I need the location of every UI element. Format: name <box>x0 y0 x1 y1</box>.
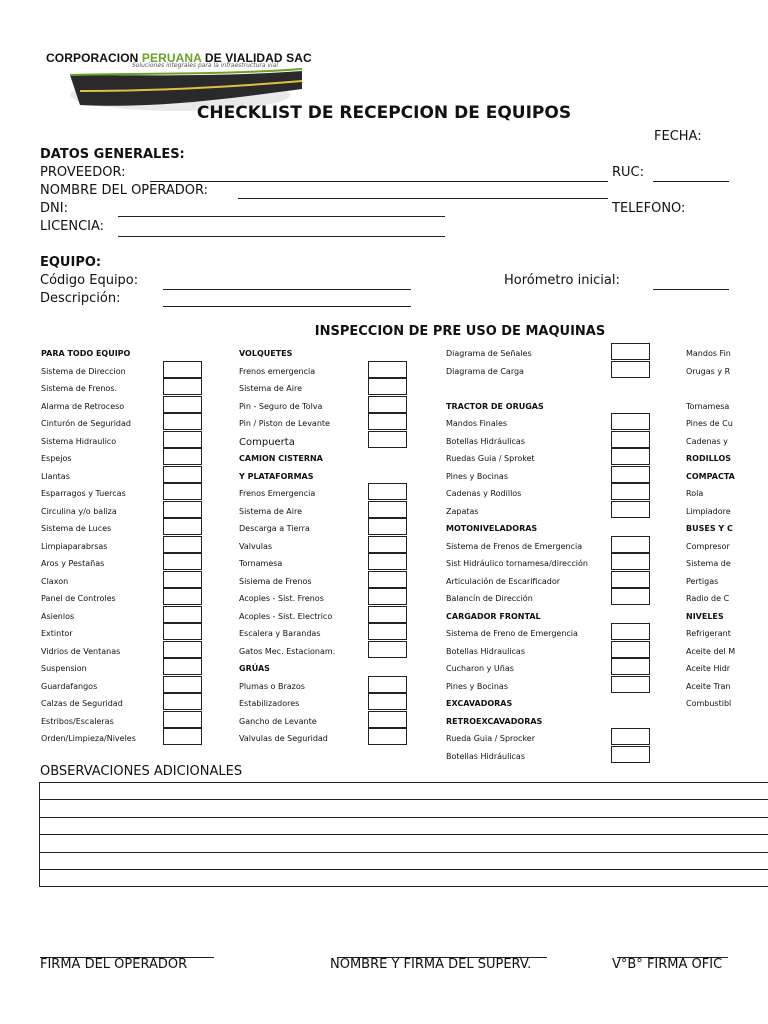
inspection-checkbox[interactable] <box>163 588 202 605</box>
observaciones-line[interactable] <box>40 834 768 835</box>
company-name: CORPORACION PERUANA DE VIALIDAD SAC <box>46 51 312 65</box>
inspection-checkbox[interactable] <box>368 431 407 448</box>
inspection-item-label: Vidrios de Ventanas <box>41 646 121 656</box>
inspection-checkbox[interactable] <box>368 361 407 378</box>
observaciones-line[interactable] <box>40 852 768 853</box>
inspection-item-label: VOLQUETES <box>239 349 293 358</box>
firma-supervisor-label: NOMBRE Y FIRMA DEL SUPERV. <box>330 957 532 972</box>
inspection-item-label: Pines y Bocinas <box>446 681 508 691</box>
dni-label: DNI: <box>40 201 68 216</box>
inspection-item-label: RETROEXCAVADORAS <box>446 716 543 726</box>
inspection-item-label: Descarga a Tierra <box>239 524 310 533</box>
inspection-item-label: Aros y Pestañas <box>41 559 105 568</box>
inspection-checkbox[interactable] <box>368 378 407 395</box>
inspection-checkbox[interactable] <box>368 728 407 745</box>
inspection-item-label: MOTONIVELADORAS <box>446 524 538 533</box>
codigo-equipo-label: Código Equipo: <box>40 273 139 288</box>
inspection-checkbox[interactable] <box>611 361 650 378</box>
inspection-checkbox[interactable] <box>368 518 407 535</box>
licencia-label: LICENCIA: <box>40 219 105 234</box>
inspection-checkbox[interactable] <box>163 361 202 378</box>
inspection-item-label: Frenos emergencia <box>239 366 316 376</box>
inspection-item-label: Guardafangos <box>41 681 98 691</box>
inspection-item-label: Pin - Seguro de Tolva <box>239 401 323 411</box>
inspection-item-label: CAMION CISTERNA <box>239 454 323 463</box>
inspection-checkbox[interactable] <box>611 676 650 693</box>
horometro-field[interactable] <box>653 289 729 290</box>
inspection-item-label: GRÚAS <box>239 664 270 673</box>
inspection-checkbox[interactable] <box>611 343 650 360</box>
page-title: CHECKLIST DE RECEPCION DE EQUIPOS <box>196 103 572 123</box>
inspection-checkbox[interactable] <box>163 641 202 658</box>
inspection-item-label: Sist Hidráulico tornamesa/dirección <box>446 559 588 568</box>
inspection-checkbox[interactable] <box>163 658 202 675</box>
inspection-checkbox[interactable] <box>368 623 407 640</box>
inspection-checkbox[interactable] <box>368 676 407 693</box>
inspection-checkbox[interactable] <box>368 396 407 413</box>
equipo-heading: EQUIPO: <box>40 255 102 270</box>
inspection-item-label: RODILLOS <box>686 454 732 463</box>
horometro-label: Horómetro inicial: <box>504 273 620 288</box>
inspection-item-label: Sistema de Direccion <box>41 366 126 376</box>
company-tagline: Soluciones integrales para la infraestructura vial <box>132 62 278 69</box>
inspection-checkbox[interactable] <box>368 571 407 588</box>
inspection-checkbox[interactable] <box>163 676 202 693</box>
inspection-item-label: COMPACTA <box>686 471 735 481</box>
inspection-item-label: Gancho de Levante <box>239 716 317 726</box>
inspection-item-label: Sistema de Frenos. <box>41 384 118 393</box>
inspection-item-label: Radio de C <box>686 594 730 603</box>
inspection-item-label: Sistema de Luces <box>41 524 112 533</box>
inspection-checkbox[interactable] <box>163 431 202 448</box>
inspection-item-label: Ruedas Guia / Sproket <box>446 454 535 463</box>
inspection-checkbox[interactable] <box>368 536 407 553</box>
inspection-item-label: Tornamesa <box>239 559 283 568</box>
inspection-checkbox[interactable] <box>163 711 202 728</box>
inspection-item-label: Cadenas y <box>686 436 728 446</box>
inspection-item-label: Cucharon y Uñas <box>446 664 514 673</box>
codigo-equipo-field[interactable] <box>163 289 411 290</box>
proveedor-field[interactable] <box>150 181 608 182</box>
inspection-item-label: Circulina y/o baliza <box>41 506 117 516</box>
inspection-item-label: Aceite Tran <box>686 681 731 691</box>
inspection-checkbox[interactable] <box>163 396 202 413</box>
inspection-checkbox[interactable] <box>163 553 202 570</box>
inspection-checkbox[interactable] <box>611 413 650 430</box>
inspection-item-label: Combustibl <box>686 699 732 708</box>
inspection-item-label: Sistema de Freno de Emergencia <box>446 629 578 638</box>
observaciones-line[interactable] <box>40 817 768 818</box>
descripcion-field[interactable] <box>163 306 411 307</box>
inspection-item-label: Valvulas <box>239 541 273 551</box>
inspection-item-label: Plumas o Brazos <box>239 681 305 691</box>
inspection-checkbox[interactable] <box>611 501 650 518</box>
inspection-checkbox[interactable] <box>163 448 202 465</box>
inspection-item-label: Sistema de Frenos de Emergencia <box>446 541 583 551</box>
inspection-checkbox[interactable] <box>163 728 202 745</box>
inspection-item-label: Zapatas <box>446 506 479 516</box>
observaciones-table[interactable] <box>39 782 768 887</box>
inspection-item-label: Estabilizadores <box>239 699 300 708</box>
proveedor-label: PROVEEDOR: <box>40 165 126 180</box>
inspection-item-label: Escalera y Barandas <box>239 629 321 638</box>
inspection-item-label: Sistema de <box>686 559 731 568</box>
inspection-item-label: Botellas Hidraulicas <box>446 646 525 656</box>
inspection-checkbox[interactable] <box>163 571 202 588</box>
inspection-checkbox[interactable] <box>163 378 202 395</box>
inspection-checkbox[interactable] <box>163 501 202 518</box>
inspection-item-label: Rueda Guia / Sprocker <box>446 734 536 743</box>
inspection-item-label: Extintor <box>41 629 73 638</box>
inspection-item-label: Suspension <box>41 664 87 673</box>
inspection-item-label: Sistema Hidraulico <box>41 436 117 446</box>
inspection-checkbox[interactable] <box>611 623 650 640</box>
inspection-item-label: Cadenas y Rodillos <box>446 489 522 498</box>
operador-label: NOMBRE DEL OPERADOR: <box>40 183 209 198</box>
inspection-item-label: Estribos/Escaleras <box>41 716 114 726</box>
inspection-item-label: Sistema de Aire <box>239 384 303 393</box>
firma-oficina-label: V°B° FIRMA OFIC <box>612 957 723 972</box>
ruc-label: RUC: <box>612 165 645 180</box>
inspection-item-label: Frenos Emergencia <box>239 489 316 498</box>
inspection-checkbox[interactable] <box>163 536 202 553</box>
inspection-checkbox[interactable] <box>611 536 650 553</box>
inspection-checkbox[interactable] <box>163 606 202 623</box>
inspection-checkbox[interactable] <box>611 728 650 745</box>
inspection-item-label: Pertigas <box>686 576 719 586</box>
inspection-checkbox[interactable] <box>368 641 407 658</box>
inspection-item-label: Claxon <box>41 576 69 586</box>
ruc-field[interactable] <box>653 181 729 182</box>
inspection-item-label: Sisiema de Frenos <box>239 576 312 586</box>
inspection-item-label: BUSES Y C <box>686 524 733 533</box>
inspection-item-label: Refrigerant <box>686 629 731 638</box>
inspection-item-label: Mandos Fin <box>686 349 731 358</box>
inspection-item-label: PARA TODO EQUIPO <box>41 349 131 358</box>
inspection-checkbox[interactable] <box>611 641 650 658</box>
inspection-item-label: Sistema de Aire <box>239 506 303 516</box>
inspection-item-label: Compuerta <box>239 436 295 448</box>
inspection-item-label: Balancín de Dirección <box>446 594 533 603</box>
inspection-item-label: Rola <box>686 489 704 498</box>
observaciones-line[interactable] <box>40 869 768 870</box>
inspection-checkbox[interactable] <box>611 466 650 483</box>
inspection-item-label: Diagrama de Carga <box>446 366 524 376</box>
inspection-item-label: Botellas Hidráulicas <box>446 751 525 761</box>
inspection-checkbox[interactable] <box>611 483 650 500</box>
inspection-item-label: Espejos <box>41 454 72 463</box>
inspection-item-label: Acoples - Sist. Frenos <box>239 594 324 603</box>
inspection-checkbox[interactable] <box>611 658 650 675</box>
inspection-item-label: Compresor <box>686 541 730 551</box>
inspection-item-label: Acoples - Sist. Electrico <box>239 611 333 621</box>
inspection-item-label: Pines y Bocinas <box>446 471 508 481</box>
inspection-item-label: Calzas de Seguridad <box>41 699 123 708</box>
licencia-field[interactable] <box>118 236 445 237</box>
inspection-item-label: Limpiaparabrsas <box>41 541 108 551</box>
inspection-title: INSPECCION DE PRE USO DE MAQUINAS <box>314 324 606 339</box>
inspection-item-label: Tornamesa <box>686 401 730 411</box>
inspection-checkbox[interactable] <box>611 553 650 570</box>
inspection-item-label: Valvulas de Seguridad <box>239 734 328 743</box>
inspection-item-label: CARGADOR FRONTAL <box>446 611 541 621</box>
observaciones-line[interactable] <box>40 799 768 800</box>
inspection-item-label: Esparragos y Tuercas <box>41 489 126 498</box>
inspection-item-label: Orden/Limpieza/Niveles <box>41 734 136 743</box>
inspection-item-label: EXCAVADORAS <box>446 699 513 708</box>
inspection-checkbox[interactable] <box>368 413 407 430</box>
inspection-checkbox[interactable] <box>368 483 407 500</box>
inspection-checkbox[interactable] <box>163 466 202 483</box>
inspection-checkbox[interactable] <box>368 588 407 605</box>
inspection-checkbox[interactable] <box>611 588 650 605</box>
inspection-item-label: Articulación de Escarificador <box>446 576 561 586</box>
inspection-item-label: Aceite Hidr <box>686 664 731 673</box>
inspection-item-label: NIVELES <box>686 611 724 621</box>
firma-operador-label: FIRMA DEL OPERADOR <box>40 957 188 972</box>
inspection-item-label: Panel de Controles <box>41 594 116 603</box>
inspection-item-label: Gatos Mec. Estacionam. <box>239 646 336 656</box>
inspection-checkbox[interactable] <box>163 623 202 640</box>
inspection-checkbox[interactable] <box>611 448 650 465</box>
inspection-item-label: Llantas <box>41 471 70 481</box>
descripcion-label: Descripción: <box>40 291 121 306</box>
observaciones-line[interactable] <box>40 886 768 887</box>
inspection-checkbox[interactable] <box>163 483 202 500</box>
inspection-checkbox[interactable] <box>368 711 407 728</box>
inspection-checkbox[interactable] <box>163 693 202 710</box>
inspection-item-label: Botellas Hidráulicas <box>446 436 525 446</box>
inspection-item-label: Orugas y R <box>686 366 731 376</box>
inspection-item-label: Pines de Cu <box>686 419 733 428</box>
inspection-checkbox[interactable] <box>368 693 407 710</box>
fecha-label: FECHA: <box>654 129 702 144</box>
inspection-checkbox[interactable] <box>163 413 202 430</box>
inspection-checkbox[interactable] <box>611 746 650 763</box>
inspection-item-label: Y PLATAFORMAS <box>239 471 314 481</box>
telefono-label: TELEFONO: <box>612 201 686 216</box>
inspection-checkbox[interactable] <box>611 571 650 588</box>
inspection-item-label: Pin / Piston de Levante <box>239 419 330 428</box>
operador-field[interactable] <box>238 198 608 199</box>
inspection-item-label: Cinturón de Seguridad <box>41 419 131 428</box>
inspection-checkbox[interactable] <box>368 553 407 570</box>
inspection-item-label: Aceite del M <box>686 646 736 656</box>
inspection-item-label: Asienlos <box>41 611 75 621</box>
inspection-item-label: Alarma de Retroceso <box>41 401 125 411</box>
inspection-checkbox[interactable] <box>163 518 202 535</box>
datos-generales-heading: DATOS GENERALES: <box>40 147 185 162</box>
inspection-item-label: TRACTOR DE ORUGAS <box>446 401 544 411</box>
inspection-checkbox[interactable] <box>611 431 650 448</box>
observaciones-heading: OBSERVACIONES ADICIONALES <box>40 764 243 779</box>
inspection-checkbox[interactable] <box>368 606 407 623</box>
inspection-item-label: Diagrama de Señales <box>446 349 532 358</box>
inspection-checkbox[interactable] <box>368 501 407 518</box>
inspection-item-label: Mandos Finales <box>446 419 508 428</box>
inspection-item-label: Limpiadore <box>686 506 731 516</box>
dni-field[interactable] <box>118 216 445 217</box>
